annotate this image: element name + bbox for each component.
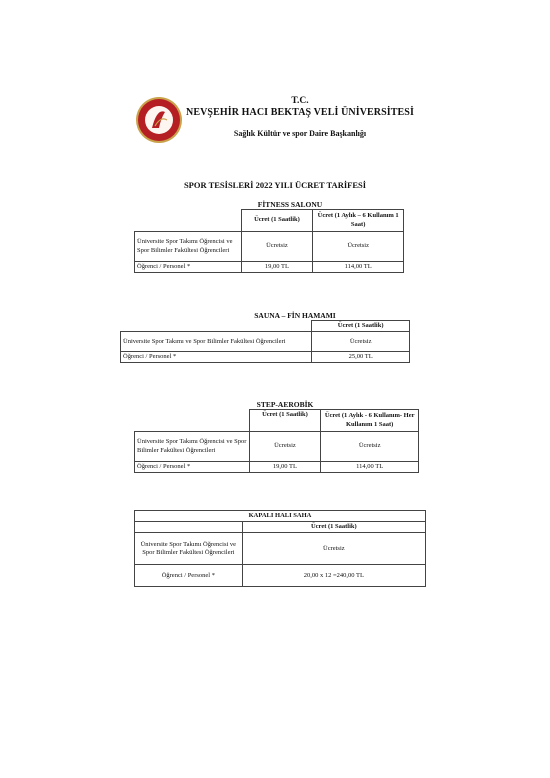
row-value: 19,00 TL — [241, 262, 313, 273]
row-label: Üniversite Spor Takımı Öğrencisi ve Spor Bilimler Fakültesi Öğrencileri — [135, 232, 242, 262]
row-label: Öğrenci / Personel * — [135, 262, 242, 273]
table-row — [121, 352, 410, 363]
row-value: Ücretsiz — [242, 533, 425, 565]
row-value: 25,00 TL — [312, 352, 410, 363]
table-row — [121, 332, 410, 352]
step-col2-header: Ücret (1 Aylık - 6 Kullanım- Her Kullanım 1 Saat) — [321, 410, 419, 432]
row-value: Ücretsiz — [321, 432, 419, 462]
row-label: Öğrenci / Personel * — [135, 565, 243, 587]
row-value: 114,00 TL — [321, 462, 419, 473]
fitness-col1-header: Ücret (1 Saatlik) — [241, 210, 313, 232]
row-value: Ücretsiz — [249, 432, 321, 462]
row-value: 20,00 x 12 =240,00 TL — [242, 565, 425, 587]
university-name: NEVŞEHİR HACI BEKTAŞ VELİ ÜNİVERSİTESİ — [186, 107, 414, 118]
row-label: Üniversite Spor Takımı Öğrencisi ve Spor Bilimler Fakültesi Öğrencileri — [135, 533, 243, 565]
university-logo — [135, 96, 183, 144]
page-title: SPOR TESİSLERİ 2022 YILI ÜCRET TARİFESİ — [183, 180, 367, 190]
step-table — [134, 409, 419, 473]
sauna-col1-header: Ücret (1 Saatlik) — [312, 321, 410, 332]
row-label: Üniversite Spor Takımı ve Spor Bilimler Fakültesi Öğrencileri — [121, 332, 312, 352]
halisaha-title: KAPALI HALI SAHA — [135, 511, 426, 522]
sauna-table — [120, 320, 410, 363]
sauna-title: SAUNA – FİN HAMAMI — [254, 311, 336, 320]
row-label: Öğrenci / Personel * — [135, 462, 250, 473]
halisaha-table — [134, 510, 426, 587]
table-row — [135, 432, 419, 462]
row-value: 19,00 TL — [249, 462, 321, 473]
step-title: STEP-AEROBİK — [256, 400, 314, 409]
row-value: Ücretsiz — [241, 232, 313, 262]
step-col1-header: Ücret (1 Saatlik) — [249, 410, 321, 432]
row-label: Öğrenci / Personel * — [121, 352, 312, 363]
row-value: Ücretsiz — [313, 232, 404, 262]
row-value: Ücretsiz — [312, 332, 410, 352]
halisaha-col1-header: Ücret (1 Saatlik) — [242, 522, 425, 533]
fitness-title: FİTNESS SALONU — [257, 200, 323, 209]
department-name: Sağlık Kültür ve spor Daire Başkanlığı — [233, 129, 367, 138]
table-row — [135, 232, 404, 262]
row-value: 114,00 TL — [313, 262, 404, 273]
table-row — [135, 262, 404, 273]
table-row — [135, 462, 419, 473]
row-label: Üniversite Spor Takımı Öğrencisi ve Spor Bilimler Fakültesi Öğrencileri — [135, 432, 250, 462]
table-row — [135, 533, 426, 565]
table-row — [135, 565, 426, 587]
fitness-col2-header: Ücret (1 Aylık – 6 Kullanım 1 Saat) — [313, 210, 404, 232]
header-tc: T.C. — [291, 96, 309, 106]
fitness-table — [134, 209, 404, 273]
